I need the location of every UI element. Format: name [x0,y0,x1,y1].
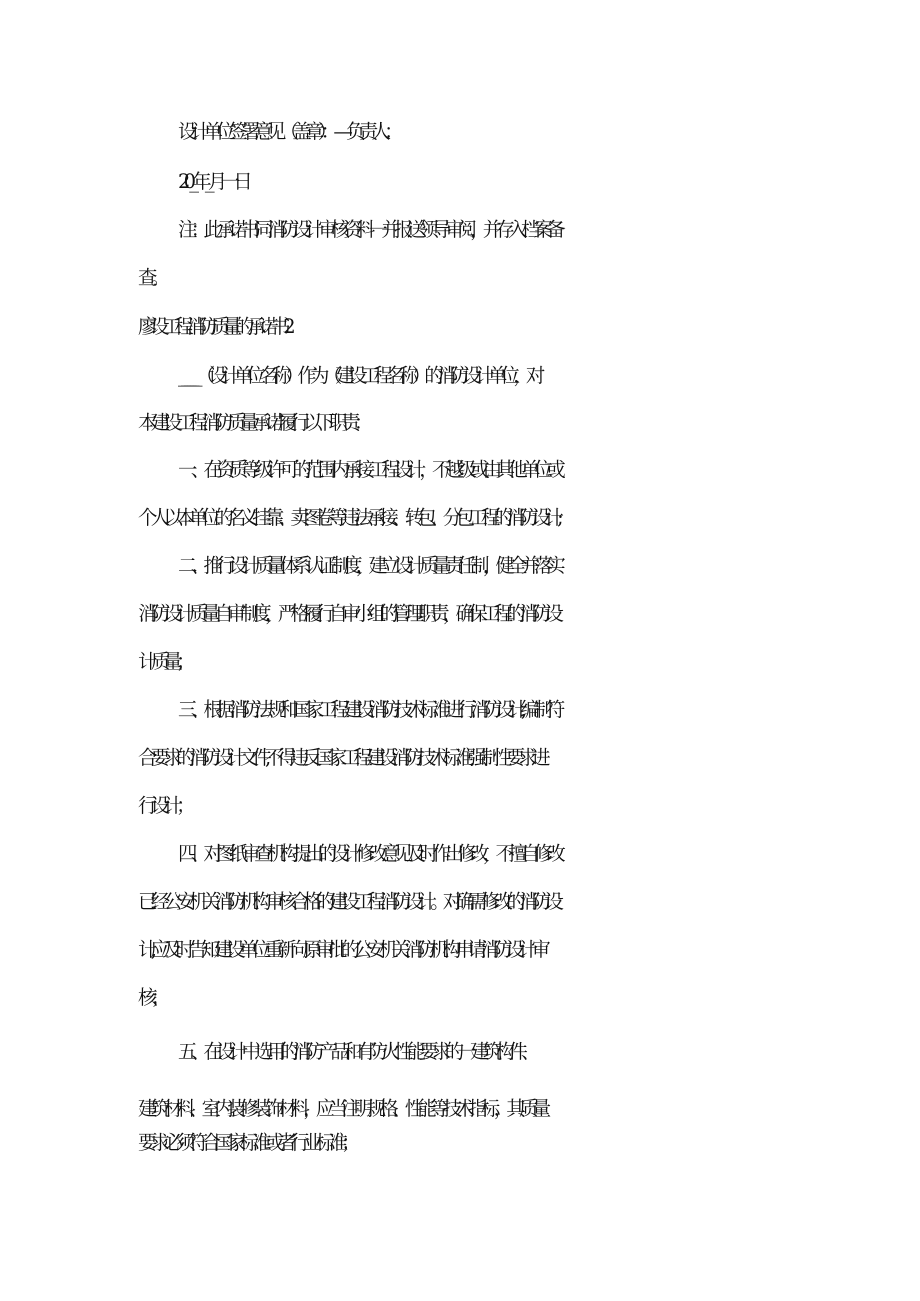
note-line-1: 注：此承诺书同消防设计审核资料一并报送领导审阅，并存入档案备 [178,218,560,241]
item-1-line-2: 个人以本单位的名义挂靠、卖图卷等违法承接、转包、分包工程的消防设计; [138,506,557,529]
item-2-line-2: 消防设计质量自审制度，严格履行自审小组的管理职责，确保工程的消防设 [138,602,558,625]
item-3-line-2: 合要求的消防设计文件,不得违反国家工程建设消防技术标准强制性要求进 [138,746,544,769]
item-5-line-3: 要求必须符合国家标准或者行业标准； [138,1131,354,1154]
signature-line: 设计单位签署意见（盖章）：—负责人： [178,120,397,143]
intro-line-1: ______（设计单位名称）作为（建设工程名称）的消防设计单位，对 [178,364,539,387]
item-2-line-3: 计质量； [138,650,189,673]
item-4-line-3: 计,应及时告知建设单位重新向原审批的公安机关消防机构申请消防设计审 [138,938,544,961]
section-heading: 廖设工程消防质量的承诺书2 [138,315,289,338]
note-line-2: 查。 [138,266,164,289]
item-4-line-1: 四、对图纸审查机构提出的设计修改意见及时作出修改，不擅自修改 [178,842,560,865]
item-4-line-2: 已经公安机关消防机构审核合格的建设工程消防设计。对确需修改的消防设 [138,890,558,913]
item-4-line-4: 核； [138,986,164,1009]
signature-date: 20_年_月一日 [178,170,246,193]
item-3-line-1: 三、根据消防法规和国家工程建设消防技术标准进行消防设计,编制符 [178,698,559,721]
item-1-line-1: 一、在资质等级许可的范围内承接工程设计，不越级或由其他单位或 [178,458,560,481]
item-5-line-1: 五、在设计中选用的消防产品和有防火性能要求的一建筑构件、 [178,1040,534,1063]
item-5-line-2: 建筑材料、室内装修装饰材料，应当注明规格、性能等技术指标，其质量 [138,1097,545,1120]
item-3-line-3: 行设计； [138,794,189,817]
intro-line-2: 本建设工程消防质量承诺履行以下职责： [138,411,367,434]
item-2-line-1: 二、推行设计质量体系认证制度，建立设计质量责任制，健全并落实 [178,554,560,577]
